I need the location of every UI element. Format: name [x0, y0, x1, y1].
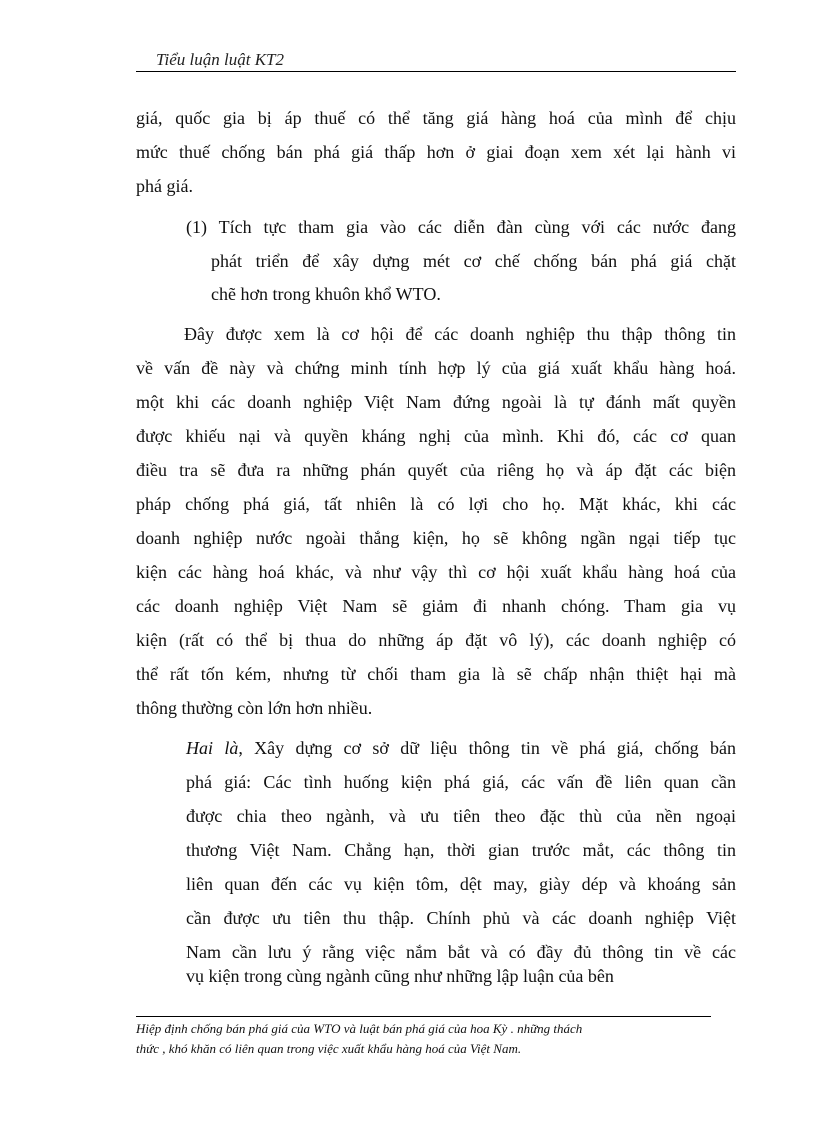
text-line: kiện các hàng hoá khác, và như vậy thì cơ hội xuất khẩu hàng hoá của — [136, 562, 736, 582]
text-line: Đây được xem là cơ hội để các doanh nghiệp thu thập thông tin — [184, 324, 736, 344]
footer-rule — [136, 1016, 711, 1017]
text-line: cần được ưu tiên thu thập. Chính phủ và các doanh nghiệp Việt — [186, 908, 736, 928]
text-line: liên quan đến các vụ kiện tôm, dệt may, giày dép và khoáng sản — [186, 874, 736, 894]
list-item-line: chẽ hơn trong khuôn khổ WTO. — [211, 284, 441, 304]
header-rule — [136, 71, 736, 72]
text-line: điều tra sẽ đưa ra những phán quyết của riêng họ và áp đặt các biện — [136, 460, 736, 480]
text-line — [186, 736, 736, 760]
footer-line: thức , khó khăn có liên quan trong việc xuất khẩu hàng hoá của Việt Nam. — [136, 1041, 522, 1056]
text-line: Nam cần lưu ý rằng việc nắm bắt và có đầy đủ thông tin về các — [186, 942, 736, 962]
footer-line: Hiệp định chống bán phá giá của WTO và luật bán phá giá của hoa Kỳ . những thách — [136, 1021, 583, 1036]
text-line: thể rất tốn kém, nhưng từ chối tham gia là sẽ chấp nhận thiệt hại mà — [136, 664, 736, 684]
list-item-line: (1) Tích tực tham gia vào các diễn đàn cùng với các nước đang — [186, 217, 736, 237]
list-item-line: phát triển để xây dựng mét cơ chế chống bán phá giá chặt — [211, 251, 736, 271]
text-line: doanh nghiệp nước ngoài thắng kiện, họ sẽ không ngần ngại tiếp tục — [136, 528, 736, 548]
text-line: thông thường còn lớn hơn nhiều. — [136, 698, 373, 718]
text-span: , Xây dựng cơ sở dữ liệu thông tin về phá giá, chống bán — [238, 738, 736, 758]
text-line: thương Việt Nam. Chẳng hạn, thời gian trước mắt, các thông tin — [186, 840, 736, 860]
text-line: mức thuế chống bán phá giá thấp hơn ở giai đoạn xem xét lại hành vi — [136, 142, 736, 162]
text-line: được chia theo ngành, và ưu tiên theo đặc thù của nền ngoại — [186, 806, 736, 826]
text-line: một khi các doanh nghiệp Việt Nam đứng ngoài là tự đánh mất quyền — [136, 392, 736, 412]
text-line: phá giá: Các tình huống kiện phá giá, các vấn đề liên quan cần — [186, 772, 736, 792]
emphasis-lead: Hai là — [186, 738, 239, 758]
text-line: pháp chống phá giá, tất nhiên là có lợi cho họ. Mặt khác, khi các — [136, 494, 736, 514]
text-line: được khiếu nại và quyền kháng nghị của mình. Khi đó, các cơ quan — [136, 426, 736, 446]
text-line: kiện (rất có thể bị thua do những áp đặt vô lý), các doanh nghiệp có — [136, 630, 736, 650]
text-line: các doanh nghiệp Việt Nam sẽ giảm đi nhanh chóng. Tham gia vụ — [136, 596, 736, 616]
text-line: giá, quốc gia bị áp thuế có thể tăng giá hàng hoá của mình để chịu — [136, 108, 736, 128]
text-line: vụ kiện trong cùng ngành cũng như những lập luận của bên — [186, 966, 614, 986]
text-line: phá giá. — [136, 176, 193, 196]
text-line: về vấn đề này và chứng minh tính hợp lý của giá xuất khẩu hàng hoá. — [136, 358, 736, 378]
header-title: Tiểu luận luật KT2 — [156, 50, 284, 69]
